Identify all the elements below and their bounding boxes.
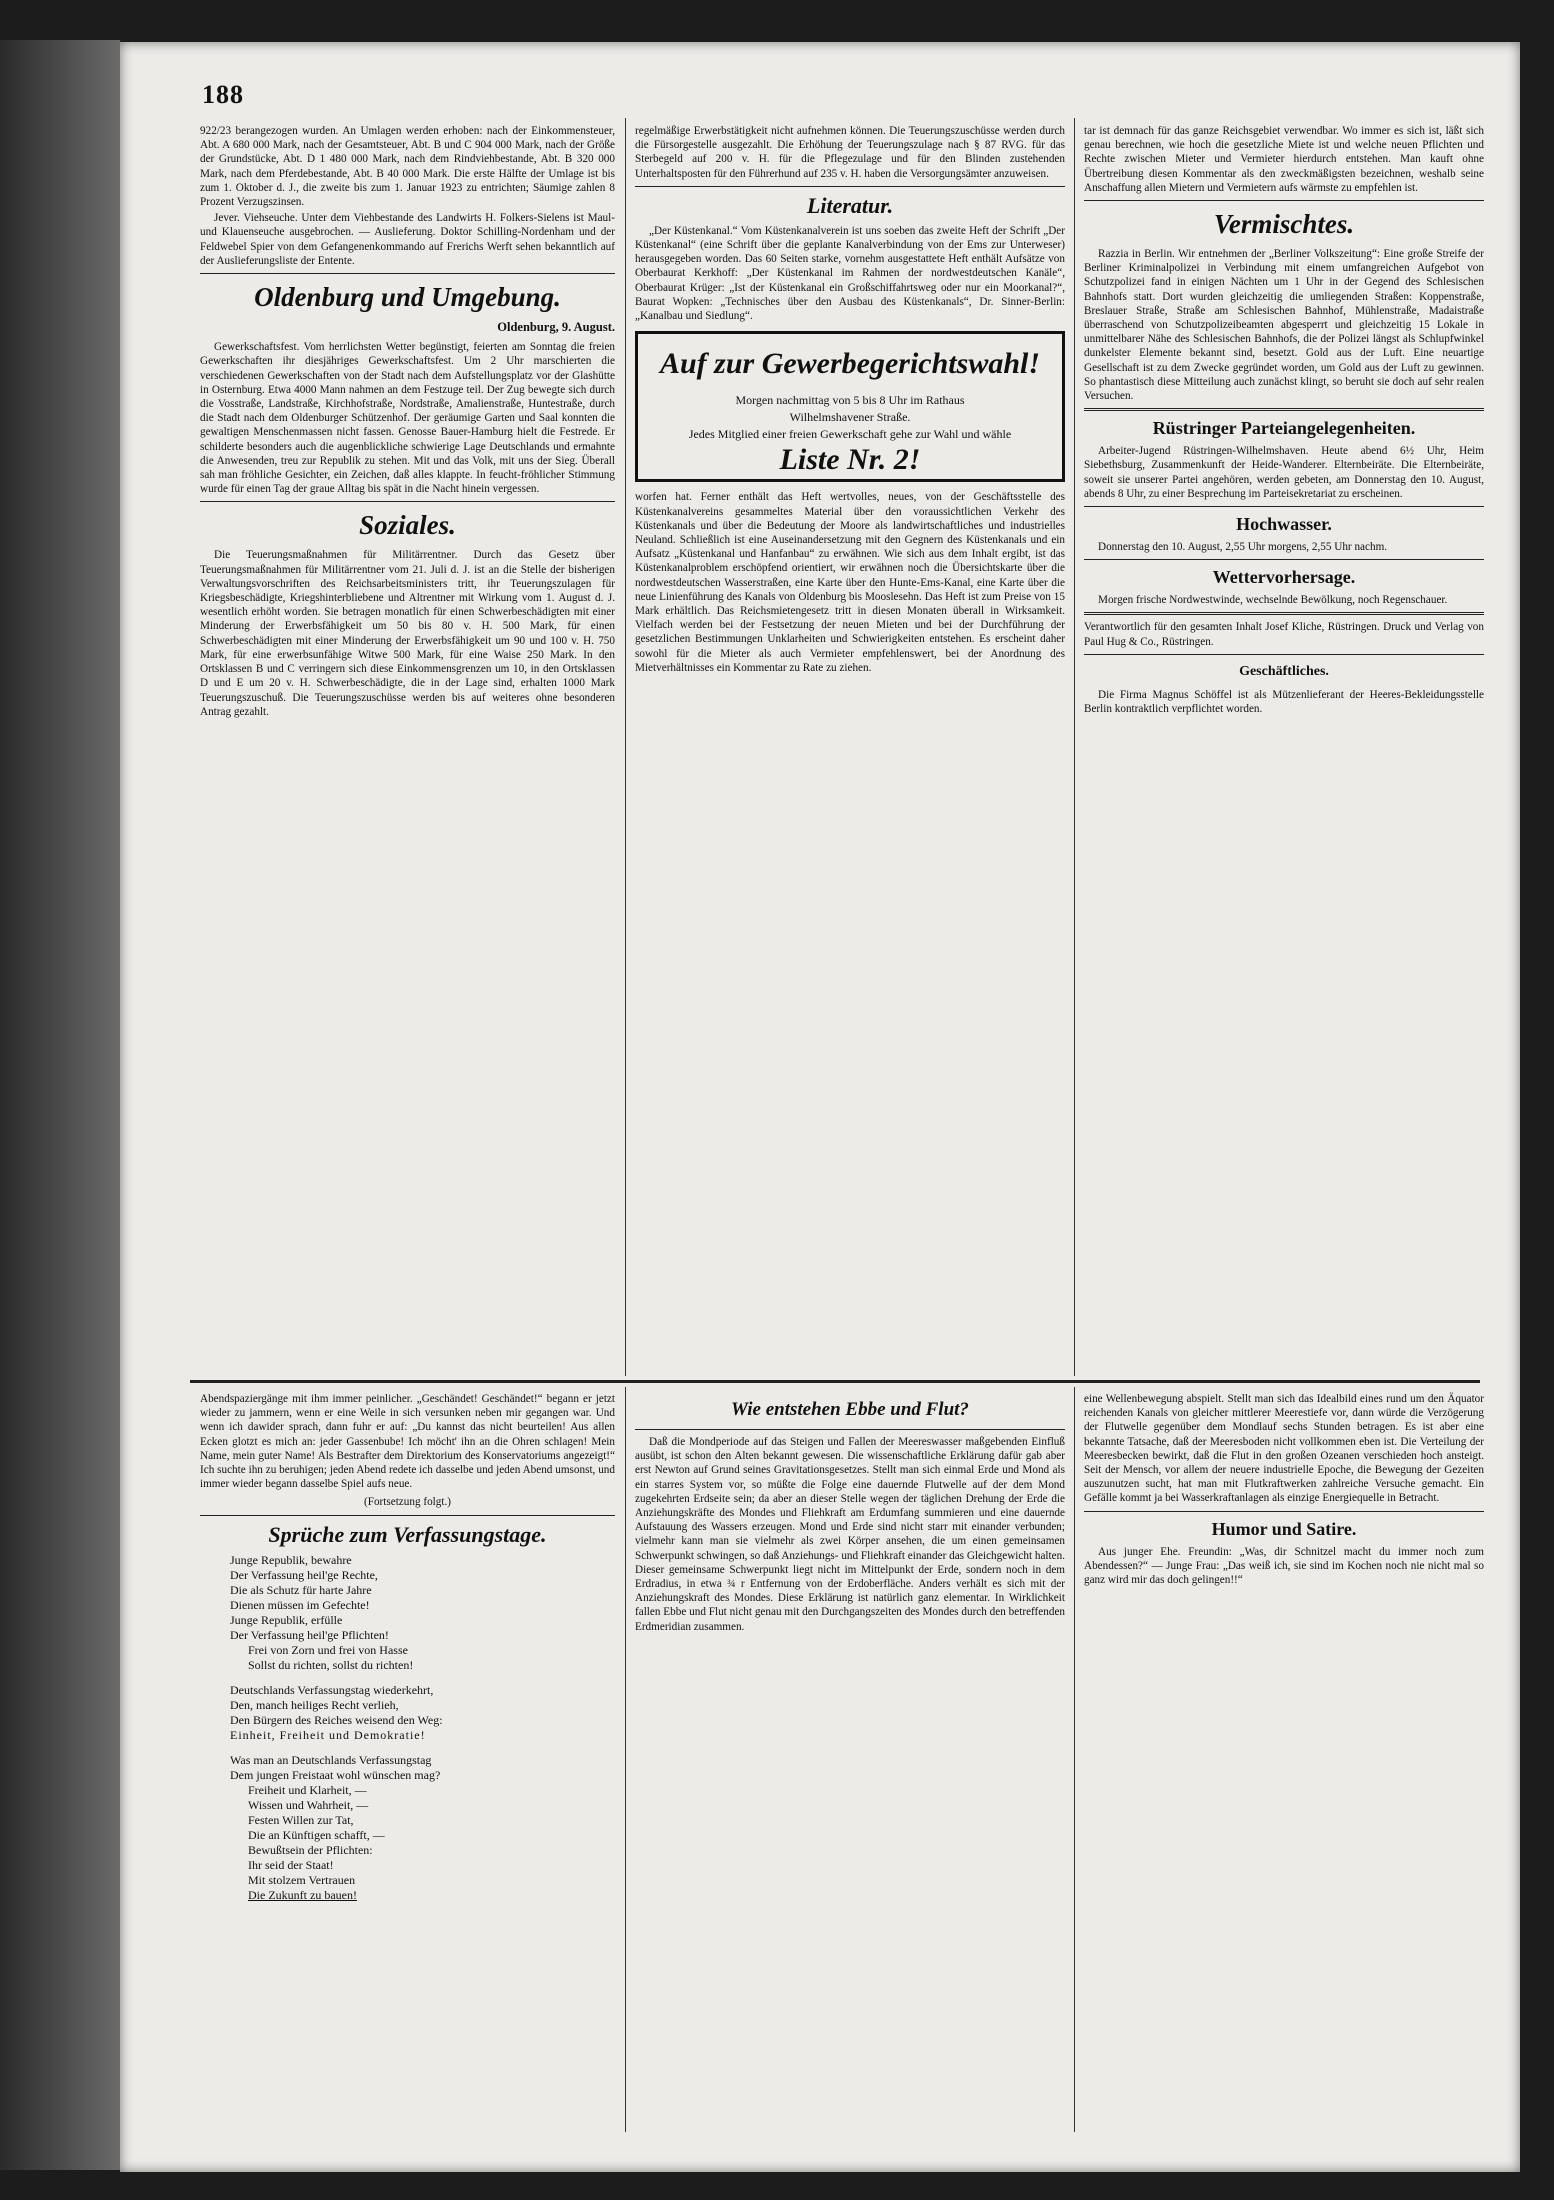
- section-divider: [190, 1380, 1480, 1383]
- humor-text: Aus junger Ehe. Freundin: „Was, dir Schnitzel macht du immer noch zum Abendessen?“ — Junge Frau: „Das weiß ich, sie sind im Kochen noch nie nicht mal so ganz wird mir das doch gelingen!!“: [1084, 1545, 1484, 1587]
- rule: [1084, 1511, 1484, 1512]
- poem-line: Ihr seid der Staat!: [248, 1857, 334, 1872]
- column-divider: [625, 1387, 626, 2132]
- page-number: 188: [202, 80, 244, 109]
- article-intro: tar ist demnach für das ganze Reichsgebiet verwendbar. Wo immer es sich ist, läßt sich genau berechnen, wie hoch die gesetzliche Miete ist und welche neuen Pflichten und Rechte zwischen Mieter und Vermieter hierdurch entstehen. Man kauft ohne Übertreibung diesen Kommentar als den zweckmäßigsten bezeichnen, weshalb seine Anschaffung allen Mietern und Vermietern aufs wärmste zu empfehlen ist.: [1084, 125, 1484, 194]
- rule: [1084, 506, 1484, 507]
- column-divider: [1074, 118, 1075, 1376]
- column-2: [635, 124, 1065, 1374]
- section-heading-oldenburg: Oldenburg und Umgebung.: [254, 282, 561, 313]
- poem-line: Was man an Deutschlands Verfassungstag: [230, 1752, 432, 1767]
- ad-title: Auf zur Gewerbegerichtswahl!: [659, 347, 1041, 381]
- hochwasser-times: Donnerstag den 10. August, 2,55 Uhr morgens, 2,55 Uhr nachm.: [1098, 541, 1388, 554]
- section-heading-partei: Rüstringer Parteiangelegenheiten.: [1152, 418, 1416, 439]
- poem-line: Junge Republik, erfülle: [230, 1612, 343, 1627]
- poem-line: Die Zukunft zu bauen!: [248, 1887, 357, 1902]
- article-jever: Jever. Viehseuche. Unter dem Viehbestande des Landwirts H. Folkers-Sielens ist Maul- und Klauenseuche ausgebrochen. — Auslieferung. Doktor Schilling-Nordenham und der Feldwebel Spier von dem Gefangenenkommando auf Frerichs Werft sehen bekanntlich auf der Auslieferungsliste der Entente.: [200, 212, 615, 267]
- dateline: Oldenburg, 9. August.: [497, 320, 615, 335]
- poem-line: Die an Künftigen schafft, —: [248, 1827, 385, 1842]
- weather-forecast: Morgen frische Nordwestwinde, wechselnde Bewölkung, noch Regenschauer.: [1098, 594, 1448, 607]
- rule: [1084, 408, 1484, 411]
- poem-line: Frei von Zorn und frei von Hasse: [248, 1642, 408, 1657]
- article-teuerung: Die Teuerungsmaßnahmen für Militärrentner. Durch das Gesetz über Teuerungsmaßnahmen für Militärrentner vom 21. Juli d. J. ist an die Stelle der bisherigen Verwaltungsvorschriften des Reichsarbeitsministers tritt, ihr Teuerungszulagen für Kriegsbeschädigte, Kriegshinterbliebene und Altrentner mit Wirkung vom 1. August d. J. wesentlich erhöht worden. Sie betragen monatlich für einen Schwerbeschädigten mit einer Minderung der Erwerbsfähigkeit um 50 bis 80 v. H. 500 Mark, für einen Schwerbeschädigten mit einer Minderung der Erwerbsfähigkeit um 90 und 100 v. H. 750 Mark, für eine erwerbsunfähige Witwe 500 Mark, für eine Waise 250 Mark. In den Ortsklassen B und C verringern sich diese Einkommensgrenzen um 10, in den Ortsklassen D und E um 20 v. H. Schwerbeschädigte, die in der Lage sind, erhalten 1000 Mark Teuerungszuschuß. Die Teuerungszuschüsse werden bis auf weiteres ohne besonderen Antrag gezahlt.: [200, 549, 615, 718]
- ad-line: Wilhelmshavener Straße.: [789, 410, 911, 425]
- poem-line: Der Verfassung heil'ge Rechte,: [230, 1567, 378, 1582]
- poem-line: Bewußtsein der Pflichten:: [248, 1842, 373, 1857]
- section-heading-vermischtes: Vermischtes.: [1213, 209, 1355, 240]
- rule: [1084, 559, 1484, 560]
- poem-line: Dem jungen Freistaat wohl wünschen mag?: [230, 1767, 441, 1782]
- poem-gap: [230, 1743, 615, 1753]
- rule: [1084, 200, 1484, 201]
- serial-novel-text: Abendspaziergänge mit ihm immer peinlicher. „Geschändet! Geschändet!“ begann er jetzt wieder zu jammern, wenn er eine Weile in sich versunken neben mir gegangen war. Und wenn ich dawider sprach, dann fuhr er auf: „Du kannst das nicht beurteilen! Aus allen Ecken glotzt es mich an: jeder Gassenbube! Ich möcht' ihn an die Ohren schlagen! Mein Name, mein guter Name! Als Bestrafter dem Direktorium des Konservatoriums angezeigt!“ Ich suchte ihn zu beruhigen; jeden Abend redete ich dasselbe und jeden Abend umsonst, und immer wieder begann dasselbe Spiel aufs neue.: [200, 1393, 615, 1491]
- rule: [200, 1515, 615, 1516]
- section-heading-geschaeftliches: Geschäftliches.: [1239, 663, 1329, 679]
- section-heading-soziales: Soziales.: [359, 510, 456, 541]
- article-partei: Arbeiter-Jugend Rüstringen-Wilhelmshaven. Heute abend 6½ Uhr, Heim Siebethsburg, Zusammenkunft der Heide-Wanderer. Elternbeiräte. Die Elternbeiräte, soweit sie unserer Partei angehören, werden gebeten, am Donnerstag den 10. August, abends 8 Uhr, zu einer Besprechung im Parteisekretariat zu erscheinen.: [1084, 445, 1484, 500]
- poem-line: Mit stolzem Vertrauen: [248, 1872, 356, 1887]
- poem-line: Freiheit und Klarheit, —: [248, 1782, 367, 1797]
- ad-list-number: Liste Nr. 2!: [779, 443, 921, 477]
- column-divider: [625, 118, 626, 1376]
- bottom-column-1: [200, 1392, 615, 2132]
- rule: [1084, 612, 1484, 615]
- column-1: [200, 124, 615, 1374]
- rule: [200, 273, 615, 274]
- poem-line: Festen Willen zur Tat,: [248, 1812, 354, 1827]
- article-continuation: worfen hat. Ferner enthält das Heft wertvolles, neues, von der Geschäftsstelle des Küstenkanalvereins gesammeltes Material über den voraussichtlichen Verkehr des Küstenkanals und über die Bedeutung der Moore als landwirtschaftliches und industrielles Neuland. Schließlich ist eine Auseinandersetzung mit den Gegnern des Küstenkanals und ein Aufsatz „Küstenkanal und Hanfanbau“ zu erwähnen. Wie sich aus dem Inhalt ergibt, ist das Küstenkanalproblem erschöpfend orientiert, wir erwähnen noch die Übersichtskarte über die nordwestdeutschen Wasserstraßen, eine Karte über den Hunte-Ems-Kanal, eine Karte über die neue Linienführung des Kanals von Oldenburg bis Mooslesehn. Das Heft ist zum Preise von 15 Mark erhältlich. Das Reichsmietengesetz tritt in diesen Monaten überall in Wirksamkeit. Vielfach werden bei der Festsetzung der neuen Mieten und bei der Durchführung der gesetzlichen Bestimmungen Unklarheiten und Schwierigkeiten entstehen. Es erscheint daher sowohl für die Mieter als auch Vermieter empfehlenswert, bei der Anordnung des Mietverhältnisses ein Kommentar zu Rate zu ziehen.: [635, 491, 1065, 674]
- poem-line: Junge Republik, bewahre: [230, 1552, 352, 1567]
- poem-line: Den Bürgern des Reiches weisend den Weg:: [230, 1712, 443, 1727]
- poem-line: Der Verfassung heil'ge Pflichten!: [230, 1627, 389, 1642]
- poem-line: Deutschlands Verfassungstag wiederkehrt,: [230, 1682, 434, 1697]
- imprint: Verantwortlich für den gesamten Inhalt Josef Kliche, Rüstringen. Druck und Verlag von Paul Hug & Co., Rüstringen.: [1084, 621, 1484, 648]
- poem-line: Die als Schutz für harte Jahre: [230, 1582, 372, 1597]
- section-heading-humor: Humor und Satire.: [1211, 1518, 1357, 1539]
- poem-line: Einheit, Freiheit und Demokratie!: [230, 1727, 426, 1742]
- article-ebbe-flut: Daß die Mondperiode auf das Steigen und Fallen der Meereswasser maßgebenden Einfluß ausübt, ist schon den Alten bekannt gewesen. Die wissenschaftliche Erklärung dafür gab aber erst Newton auf Grund seines Gravitationsgesetzes. Stellt man sich einmal Erde und Mond als ein starres System vor, so müßte die Folge eine dauernde Flutwelle auf der dem Mond zugekehrten Erdseite sein; da aber an dieser Stelle wegen der täglichen Drehung der Erde die Anziehungskräfte des Mondes und Fliehkraft am Erdumfang summieren und eine dauernde Aufstauung des Wassers erzeugen. Mond und Erde sind nicht starr mit einander verbunden; vielmehr kann man sie vielmehr als zwei Körper ansehen, die um einen gemeinsamen Schwerpunkt schwingen, so daß Anziehungs- und Fliehkraft einander das Gleichgewicht halten. Dieser gemeinsame Schwerpunkt liegt nicht im Mittelpunkt der Erde, sondern noch in dem Erdradius, in etwa ¾ r Entfernung von der Erdoberfläche. Anders verhält es sich mit der Anziehungskraft des Mondes. Diese Erklärung ist natürlich ganz elementar. In Wirklichkeit fallen Ebbe und Flut nicht genau mit den Durchgangszeiten des Mondes durch den betreffenden Erdmeridian zusammen.: [635, 1436, 1065, 1633]
- article-kuestenkanal: „Der Küstenkanal.“ Vom Küstenkanalverein ist uns soeben das zweite Heft der Schrift „Der Küstenkanal“ (eine Schrift über die geplante Kanalverbindung von der Ems zur Unterweser) herausgegeben worden. Das 60 Seiten starke, vornehm ausgestattete Heft enthält Aufsätze von Oberbaurat Kerkhoff: „Der Küstenkanal im Rahmen der nordwestdeutschen Kanäle“, Oberbaurat Krüger: „Ist der Küstenkanal ein Großschiffahrtsweg oder nur ein Moorkanal?“, Baurat Wopken: „Technisches über den Ausbau des Küstenkanals“, Dr. Sinner-Berlin: „Kanalbau und Siedlung“.: [635, 224, 1065, 323]
- poem: [200, 1553, 615, 1903]
- article-intro: 922/23 berangezogen wurden. An Umlagen werden erhoben: nach der Einkommensteuer, Abt. A 680 000 Mark, nach der Gesamtsteuer, Abt. B und C 904 000 Mark, nach der Größe der Grundstücke, Abt. D 1 480 000 Mark, nach dem Rindviehbestande, Abt. B 320 000 Mark, nach dem Pferdebestande, Abt. B 40 000 Mark. Die erste Hälfte der Umlage ist bis zum 1. Oktober d. J., die zweite bis zum 1. Januar 1923 zu entrichten; Säumige zahlen 8 Prozent Verzugszinsen.: [200, 125, 615, 209]
- newspaper-page: [120, 42, 1520, 2172]
- poem-gap: [230, 1673, 615, 1683]
- book-binding: [0, 40, 122, 2170]
- rule: [635, 1429, 1065, 1430]
- article-razzia: Razzia in Berlin. Wir entnehmen der „Berliner Volkszeitung“: Eine große Streife der Berliner Kriminalpolizei in Verbindung mit einem umfangreichen Aufgebot von Schutzpolizei fand in einigen Nächten um 1 Uhr in der Gegend des Schlesischen Bahnhofs statt. Dort wurden gleichzeitig die umliegenden Straßen: Koppenstraße, Breslauer Straße, Straße am Schlesischen Bahnhof, Mühlenstraße, Madaistraße überraschend von Schutzpolizeibeamten abgesperrt und gleichzeitig 15 Lokale in unmittelbarer Nähe des Schlesischen Bahnhofs, die der Polizei längst als Schlupfwinkel dunkelster Elemente bekannt sind, besetzt. Gold aus der Luft. Eine neuartige Gesellschaft ist zu dem Zwecke gegründet worden, um Gold aus der Luft zu gewinnen. So phantastisch diese Mitteilung auch zunächst klingt, so beruht sie doch auf sehr realen Versuchen.: [1084, 248, 1484, 403]
- continuation-note: (Fortsetzung folgt.): [364, 1496, 451, 1509]
- section-heading-hochwasser: Hochwasser.: [1236, 514, 1332, 535]
- poem-line: Wissen und Wahrheit, —: [248, 1797, 369, 1812]
- rule: [200, 501, 615, 502]
- section-heading-ebbe-flut: Wie entstehen Ebbe und Flut?: [731, 1399, 969, 1420]
- bottom-column-2: [635, 1392, 1065, 2132]
- rule: [635, 186, 1065, 187]
- article-intro: regelmäßige Erwerbstätigkeit nicht aufnehmen können. Die Teuerungszuschüsse werden durch die Fürsorgestelle ausgezahlt. Die Erhöhung der Teuerungszulage nach § 87 RVG. für das Sterbegeld auf 200 v. H. für die Pflegezulage und für den Blinden zustehenden Unterhaltsposten für den Führerhund auf 235 v. H. haben die Versorgungsämter anzuweisen.: [635, 125, 1065, 180]
- election-advertisement: [635, 331, 1065, 482]
- bottom-column-3: [1084, 1392, 1484, 2132]
- ad-line: Morgen nachmittag von 5 bis 8 Uhr im Rathaus: [735, 393, 965, 408]
- poem-line: Den, manch heiliges Recht verlieh,: [230, 1697, 399, 1712]
- section-heading-wetter: Wettervorhersage.: [1212, 567, 1356, 588]
- poem-line: Dienen müssen im Gefechte!: [230, 1597, 370, 1612]
- section-heading-sprueche: Sprüche zum Verfassungstage.: [268, 1521, 547, 1547]
- poem-line: Sollst du richten, sollst du richten!: [248, 1657, 414, 1672]
- column-3: [1084, 124, 1484, 1374]
- article-gewerkschaftsfest: Gewerkschaftsfest. Vom herrlichsten Wetter begünstigt, feierten am Sonntag die freien Gewerkschaften ihr diesjähriges Gewerkschaftsfest. Um 2 Uhr marschierten die verschiedenen Gewerkschaften von der Stadt nach dem Aufstellungsplatz vor der Glashütte in Osternburg. Etwa 4000 Mann nahmen an dem Festzuge teil. Der Zug bewegte sich durch die Vosstraße, Landstraße, Kirchhofstraße, Nordstraße, Amalienstraße, Huntestraße, durch die Stadt nach dem Oldenburger Schützenhof. Der geräumige Garten und Saal konnten die gewaltigen Menschenmassen nicht fassen. Genosse Bauer-Hamburg hielt die Festrede. Er schilderte besonders auch die augenblickliche schwierige Lage Deutschlands und ermahnte die Anwesenden, treu zur Republik zu stehen. Mit und das Volk, mit uns der Sieg. Überall sah man fröhliche Gesichter, ein Zeichen, daß alles klappte. In feucht-fröhlicher Stimmung wurde für einen Tag der graue Alltag bis spät in die Nacht hinein vergessen.: [200, 341, 615, 496]
- section-heading-literatur: Literatur.: [806, 192, 894, 218]
- ad-line: Jedes Mitglied einer freien Gewerkschaft gehe zur Wahl und wähle: [688, 427, 1012, 442]
- rule: [1084, 654, 1484, 655]
- business-notice: Die Firma Magnus Schöffel ist als Mützenlieferant der Heeres-Bekleidungsstelle Berlin kontraktlich verpflichtet worden.: [1084, 688, 1484, 716]
- article-continuation: eine Wellenbewegung abspielt. Stellt man sich das Idealbild eines rund um den Äquator reichenden Kanals von gleicher mittlerer Meerestiefe vor, dann würde die Verzögerung der Flutwelle gegenüber dem Mondlauf sechs Stunden betragen. Es ist aber eine bekannte Tatsache, daß der Meeresboden nicht vollkommen eben ist. Die Verteilung der Meeresbecken bewirkt, daß die Flut in den großen Ozeanen verschieden hoch ansteigt. Seit der Mensch, vor allem der neuere industrielle Epoche, die Bewegung der Gezeiten auszunutzen sucht, hat man mit Flutkraftwerken zahlreiche Versuche gemacht. Ein Gefälle kommt ja bei Wasserkraftanlagen als einzige Energiequelle in Betracht.: [1084, 1393, 1484, 1505]
- column-divider: [1074, 1387, 1075, 2132]
